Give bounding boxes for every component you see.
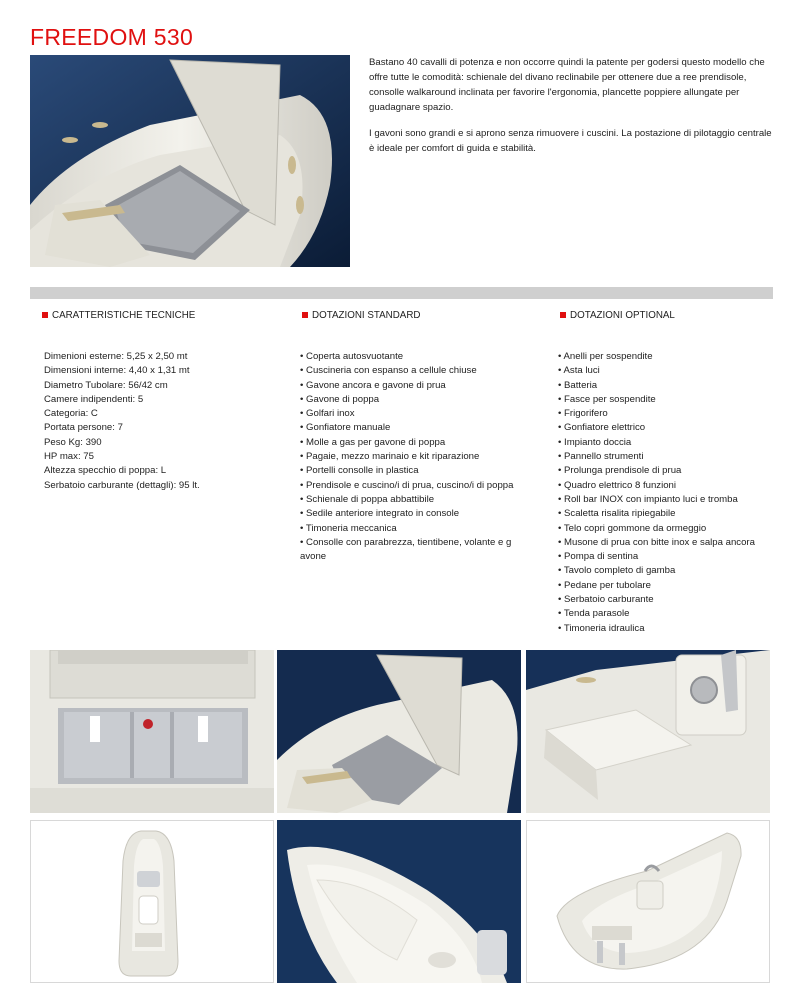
list-item: • Gonfiatore elettrico <box>558 422 646 434</box>
list-item: • Coperta autosvuotante <box>300 351 404 362</box>
list-item: • Pannello strumenti <box>558 451 644 463</box>
standard-equipment-heading: DOTAZIONI STANDARD <box>312 309 421 321</box>
list-item: • Prendisole e cuscino/i di prua, cuscino/i di poppa <box>300 479 514 491</box>
list-item: • Cuscineria con espanso a cellule chiuse <box>300 365 477 377</box>
gallery-photo-bow-deck <box>277 820 521 983</box>
list-item: Peso Kg: 390 <box>44 436 102 448</box>
optional-equipment-list <box>558 350 778 636</box>
optional-equipment-column <box>558 309 778 636</box>
list-item: • Serbatoio carburante <box>558 594 654 606</box>
list-item: • Gavone ancora e gavone di prua <box>300 379 446 391</box>
list-item: • Timoneria meccanica <box>300 522 397 534</box>
list-item: • Tenda parasole <box>558 608 630 620</box>
list-item: • Gonfiatore manuale <box>300 422 391 434</box>
list-item: • Molle a gas per gavone di poppa <box>300 436 446 448</box>
list-item: Dimenioni esterne: 5,25 x 2,50 mt <box>44 351 188 362</box>
tech-specs-column <box>44 309 274 493</box>
list-item: • Sedile anteriore integrato in console <box>300 508 460 520</box>
gallery-photo-side-view <box>526 820 770 983</box>
intro-paragraph-1: Bastano 40 cavalli di potenza e non occorre quindi la patente per godersi questo modello che offre tutte le comodità: schienale del divano reclinabile per ottenere due a ree prendisole, consolle walkaround inclinata per favorire l'ergonomia, plancette poppiere allungate per guadagnare spazio. <box>369 57 765 113</box>
list-item: • Scaletta risalita ripiegabile <box>558 508 676 520</box>
tech-specs-list <box>44 350 274 493</box>
list-item: • Timoneria idraulica <box>558 622 645 634</box>
section-divider-bar <box>30 287 773 299</box>
list-item: • Musone di prua con bitte inox e salpa ancora <box>558 536 755 548</box>
list-item: Categoria: C <box>44 408 98 420</box>
gallery-photo-open-hatch <box>277 650 521 813</box>
gallery-photo-locker-interior <box>30 650 274 813</box>
tech-specs-heading: CARATTERISTICHE TECNICHE <box>52 309 196 321</box>
list-item: • Quadro elettrico 8 funzioni <box>558 479 677 491</box>
list-item: • Anelli per sospendite <box>558 351 653 362</box>
list-item: • Pagaie, mezzo marinaio e kit riparazione <box>300 451 480 463</box>
list-item: • Pedane per tubolare <box>558 579 651 591</box>
intro-text <box>369 55 774 167</box>
list-item: • Pompa di sentina <box>558 551 639 563</box>
list-item: Dimensioni interne: 4,40 x 1,31 mt <box>44 365 190 377</box>
list-item: • Telo copri gommone da ormeggio <box>558 522 707 534</box>
list-item: • Consolle con parabrezza, tientibene, volante e g avone <box>300 536 512 563</box>
intro-paragraph-2: I gavoni sono grandi e si aprono senza rimuovere i cuscini. La postazione di pilotaggio centrale è ideale per comfort di guida e stabilità. <box>369 128 772 154</box>
list-item: Portata persone: 7 <box>44 422 123 434</box>
list-item: • Golfari inox <box>300 408 355 420</box>
list-item: Serbatoio carburante (dettagli): 95 lt. <box>44 479 200 491</box>
list-item: • Batteria <box>558 379 598 391</box>
list-item: Diametro Tubolare: 56/42 cm <box>44 379 168 391</box>
list-item: • Prolunga prendisole di prua <box>558 465 682 477</box>
standard-equipment-list <box>300 350 540 564</box>
list-item: • Impianto doccia <box>558 436 632 448</box>
hero-photo <box>30 55 350 267</box>
standard-equipment-column <box>300 309 540 564</box>
optional-equipment-heading: DOTAZIONI OPTIONAL <box>570 309 675 321</box>
list-item: Camere indipendenti: 5 <box>44 393 144 405</box>
red-square-bullet-icon <box>42 312 48 318</box>
list-item: • Portelli consolle in plastica <box>300 465 419 477</box>
page-title: FREEDOM 530 <box>30 24 194 50</box>
gallery-photo-top-view <box>30 820 274 983</box>
red-square-bullet-icon <box>302 312 308 318</box>
list-item: HP max: 75 <box>44 451 94 463</box>
list-item: • Gavone di poppa <box>300 393 380 405</box>
list-item: Altezza specchio di poppa: L <box>44 465 167 477</box>
red-square-bullet-icon <box>560 312 566 318</box>
list-item: • Roll bar INOX con impianto luci e tromba <box>558 493 738 505</box>
list-item: • Frigorifero <box>558 408 608 420</box>
list-item: • Schienale di poppa abbattibile <box>300 493 435 505</box>
list-item: • Tavolo completo di gamba <box>558 565 676 577</box>
list-item: • Asta luci <box>558 365 600 377</box>
list-item: • Fasce per sospendite <box>558 393 656 405</box>
gallery-photo-console-seat <box>526 650 770 813</box>
